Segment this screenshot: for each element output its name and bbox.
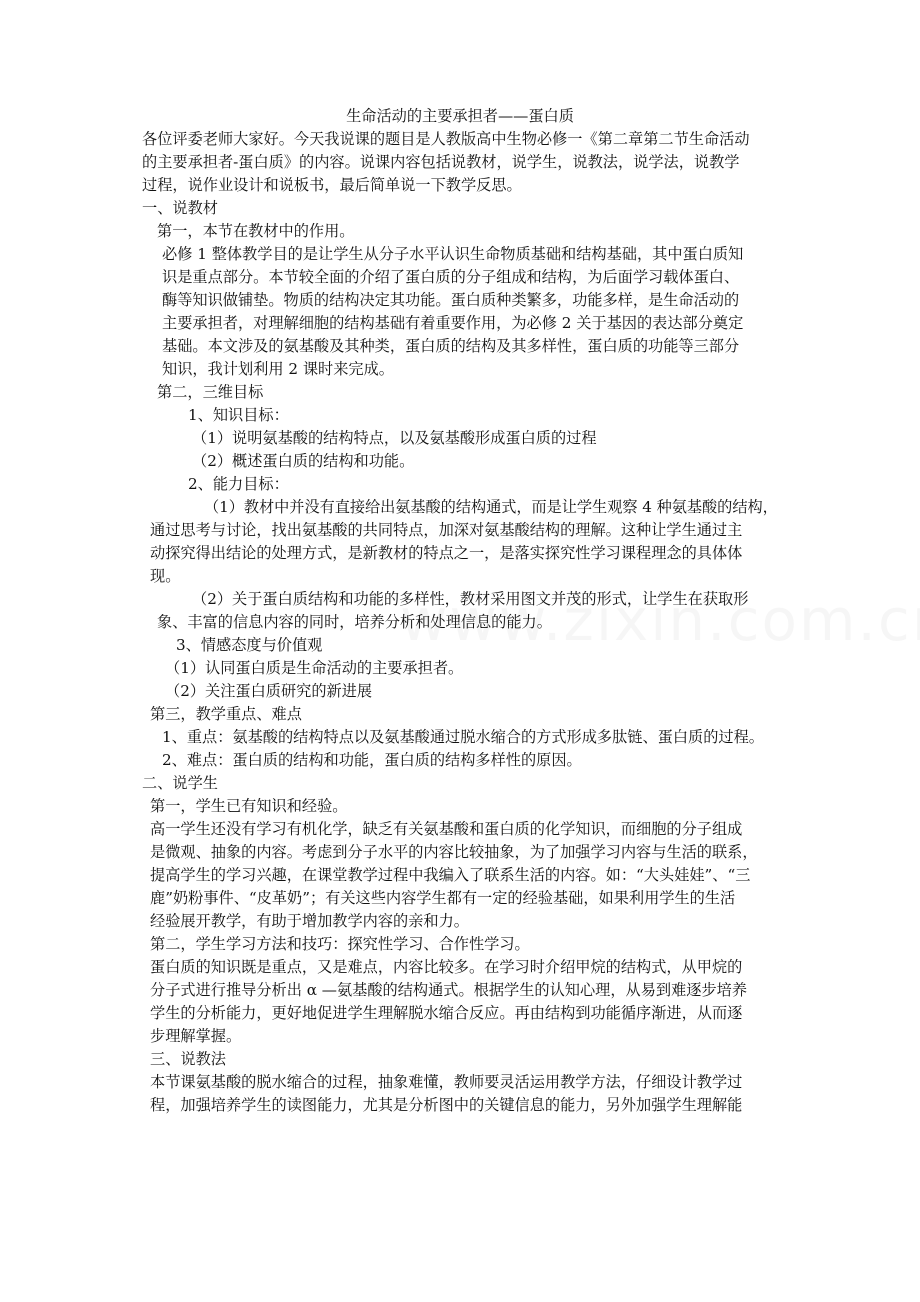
key-point-line: 2、难点：蛋白质的结构和功能，蛋白质的结构多样性的原因。 [162,751,582,769]
subsection-heading: 第一，学生已有知识和经验。 [150,797,348,815]
text-line: 程，加强培养学生的读图能力，尤其是分析图中的关键信息的能力，另外加强学生理解能 [150,1096,743,1114]
text-line: 象、丰富的信息内容的同时，培养分析和处理信息的能力。 [157,613,552,631]
text-line: 识是重点部分。本节较全面的介绍了蛋白质的分子组成和结构，为后面学习载体蛋白、 [162,268,740,286]
section-heading: 一、说教材 [142,199,218,217]
key-point-line: 1、重点：氨基酸的结构特点以及氨基酸通过脱水缩合的方式形成多肽链、蛋白质的过程。 [162,728,764,746]
text-line: 过程，说作业设计和说板书，最后简单说一下教学反思。 [142,176,522,194]
subsection-heading: 第三，教学重点、难点 [150,705,302,723]
text-line: 知识，我计划利用 2 课时来完成。 [162,360,394,378]
text-line: 分子式进行推导分析出 α —氨基酸的结构通式。根据学生的认知心理，从易到难逐步培养 [150,981,748,999]
text-line: 本节课氨基酸的脱水缩合的过程，抽象难懂，教师要灵活运用教学方法，仔细设计教学过 [150,1073,743,1091]
objective-item: （1）说明氨基酸的结构特点，以及氨基酸形成蛋白质的过程 [192,429,597,447]
text-line: 必修 1 整体教学目的是让学生从分子水平认识生命物质基础和结构基础，其中蛋白质知 [162,245,744,263]
objective-heading: 1、知识目标： [188,406,289,424]
text-line: 通过思考与讨论，找出氨基酸的共同特点，加深对氨基酸结构的理解。这种让学生通过主 [150,521,743,539]
subsection-heading: 第二，三维目标 [157,383,264,401]
text-line: 各位评委老师大家好。今天我说课的题目是人教版高中生物必修一《第二章第二节生命活动 [142,130,750,148]
text-line: 主要承担者，对理解细胞的结构基础有着重要作用，为必修 2 关于基因的表达部分奠定 [162,314,744,332]
text-line: 是微观、抽象的内容。考虑到分子水平的内容比较抽象，为了加强学习内容与生活的联系， [150,843,758,861]
objective-heading: 2、能力目标： [188,475,289,493]
section-heading: 二、说学生 [142,774,218,792]
text-line: 现。 [150,567,181,585]
text-line: 动探究得出结论的处理方式，是新教材的特点之一，是落实探究性学习课程理念的具体体 [150,544,743,562]
text-line: （1）教材中并没有直接给出氨基酸的结构通式，而是让学生观察 4 种氨基酸的结构， [204,498,778,516]
objective-item: （2）关注蛋白质研究的新进展 [165,682,373,700]
text-line: 经验展开教学，有助于增加教学内容的亲和力。 [150,912,469,930]
text-line: 高一学生还没有学习有机化学，缺乏有关氨基酸和蛋白质的化学知识，而细胞的分子组成 [150,820,743,838]
subsection-heading: 第二，学生学习方法和技巧：探究性学习、合作性学习。 [150,935,530,953]
text-line: （2）关于蛋白质结构和功能的多样性，教材采用图文并茂的形式，让学生在获取形 [192,590,749,608]
text-line: 的主要承担者-蛋白质》的内容。说课内容包括说教材，说学生，说教法，说学法，说教学 [142,153,740,171]
objective-item: （1）认同蛋白质是生命活动的主要承担者。 [165,659,464,677]
text-line: 蛋白质的知识既是重点，又是难点，内容比较多。在学习时介绍甲烷的结构式，从甲烷的 [150,958,743,976]
text-line: 提高学生的学习兴趣，在课堂教学过程中我编入了联系生活的内容。如：“大头娃娃”、“三 [150,866,751,884]
subsection-heading: 第一，本节在教材中的作用。 [157,222,355,240]
objective-heading: 3、情感态度与价值观 [176,636,323,654]
text-line: 步理解掌握。 [150,1027,242,1045]
document-title: 生命活动的主要承担者——蛋白质 [346,107,574,125]
text-line: 学生的分析能力，更好地促进学生理解脱水缩合反应。再由结构到功能循序渐进，从而逐 [150,1004,743,1022]
section-heading: 三、说教法 [150,1050,226,1068]
text-line: 鹿”奶粉事件、“皮革奶”；有关这些内容学生都有一定的经验基础，如果利用学生的生活 [150,889,736,907]
objective-item: （2）概述蛋白质的结构和功能。 [192,452,415,470]
text-line: 基础。本文涉及的氨基酸及其种类，蛋白质的结构及其多样性，蛋白质的功能等三部分 [162,337,740,355]
text-line: 酶等知识做铺垫。物质的结构决定其功能。蛋白质种类繁多，功能多样，是生命活动的 [162,291,740,309]
